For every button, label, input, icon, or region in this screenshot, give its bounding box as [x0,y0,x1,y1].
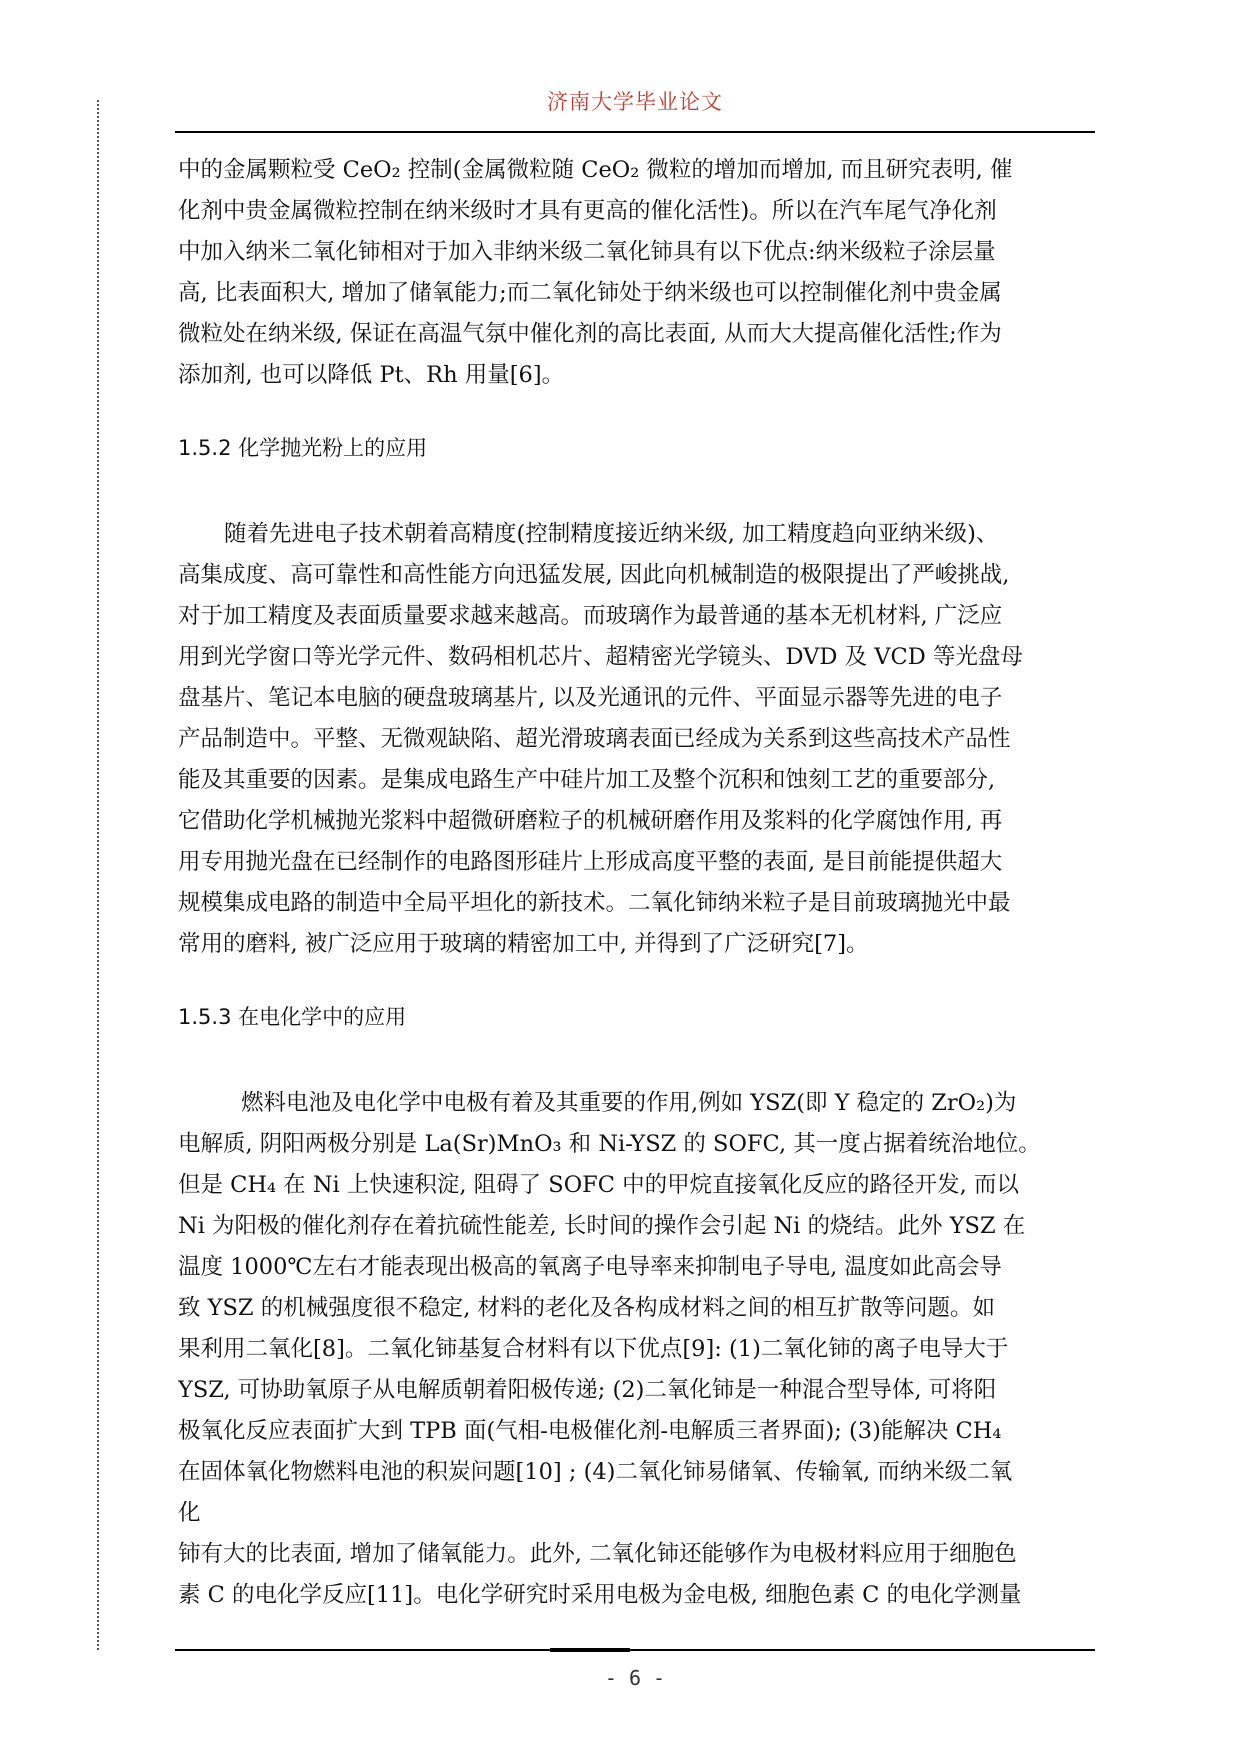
paragraph-catalyst [178,150,1098,396]
text-line: 中的金属颗粒受 CeO₂ 控制(金属微粒随 CeO₂ 微粒的增加而增加, 而且研究表明, 催 [178,157,1013,183]
text-line: 铈有大的比表面, 增加了储氧能力。此外, 二氧化铈还能够作为电极材料应用于细胞色 [178,1541,1017,1567]
text-line: 但是 CH₄ 在 Ni 上快速积淀, 阻碍了 SOFC 中的甲烷直接氧化反应的路径开发, 而以 [178,1172,1019,1198]
text-line: 它借助化学机械抛光浆料中超微研磨粒子的机械研磨作用及浆料的化学腐蚀作用, 再 [178,808,1003,834]
text-line: 添加剂, 也可以降低 Pt、Rh 用量[6]。 [178,362,565,388]
text-line: 能及其重要的因素。是集成电路生产中硅片加工及整个沉积和蚀刻工艺的重要部分, [178,767,996,793]
text-line: Ni 为阳极的催化剂存在着抗硫性能差, 长时间的操作会引起 Ni 的烧结。此外 YSZ 在 [178,1213,1026,1239]
footer-rule-accent [550,1648,630,1652]
text-line: 盘基片、笔记本电脑的硬盘玻璃基片, 以及光通讯的元件、平面显示器等先进的电子 [178,685,1003,711]
paragraph-electrochemistry [178,1083,1098,1616]
text-line: 致 YSZ 的机械强度很不稳定, 材料的老化及各构成材料之间的相互扩散等问题。如 [178,1295,996,1321]
text-line: 素 C 的电化学反应[11]。电化学研究时采用电极为金电极, 细胞色素 C 的电化学测量 [178,1582,1022,1608]
section-heading-1-5-3: 1.5.3 在电化学中的应用 [178,1005,407,1029]
text-line: 产品制造中。平整、无微观缺陷、超光滑玻璃表面已经成为关系到这些高技术产品性 [178,726,1011,752]
text-line: 电解质, 阴阳两极分别是 La(Sr)MnO₃ 和 Ni-YSZ 的 SOFC, 其一度占据着统治地位。 [178,1131,1041,1157]
text-line: 果利用二氧化[8]。二氧化铈基复合材料有以下优点[9]: (1)二氧化铈的离子电导大于 [178,1336,1009,1362]
page-body [178,150,1098,1616]
text-line: 微粒处在纳米级, 保证在高温气氛中催化剂的高比表面, 从而大大提高催化活性;作为 [178,321,1002,347]
text-line: 随着先进电子技术朝着高精度(控制精度接近纳米级, 加工精度趋向亚纳米级)、 [224,521,999,547]
page-number: - 6 - [604,1666,666,1690]
text-line: YSZ, 可协助氧原子从电解质朝着阳极传递; (2)二氧化铈是一种混合型导体, 可将阳 [178,1377,997,1403]
text-line: 化剂中贵金属微粒控制在纳米级时才具有更高的催化活性)。所以在汽车尾气净化剂 [178,198,997,224]
text-line: 常用的磨料, 被广泛应用于玻璃的精密加工中, 并得到了广泛研究[7]。 [178,931,869,957]
text-line: 中加入纳米二氧化铈相对于加入非纳米级二氧化铈具有以下优点:纳米级粒子涂层量 [178,239,996,265]
text-line: 温度 1000℃左右才能表现出极高的氧离子电导率来抑制电子导电, 温度如此高会导 [178,1254,1002,1280]
binding-margin-line [97,100,99,1650]
text-line: 对于加工精度及表面质量要求越来越高。而玻璃作为最普通的基本无机材料, 广泛应 [178,603,1003,629]
footer-rule [175,1649,1095,1651]
text-line: 用到光学窗口等光学元件、数码相机芯片、超精密光学镜头、DVD 及 VCD 等光盘母 [178,644,1023,670]
text-line: 极氧化反应表面扩大到 TPB 面(气相-电极催化剂-电解质三者界面); (3)能解决 CH₄ [178,1418,1002,1444]
section-heading-1-5-2: 1.5.2 化学抛光粉上的应用 [178,436,428,460]
header-rule [175,131,1095,133]
text-line: 高, 比表面积大, 增加了储氧能力;而二氧化铈处于纳米级也可以控制催化剂中贵金属 [178,280,1002,306]
text-line: 高集成度、高可靠性和高性能方向迅猛发展, 因此向机械制造的极限提出了严峻挑战, [178,562,1010,588]
text-line: 在固体氧化物燃料电池的积炭问题[10] ; (4)二氧化铈易储氧、传输氧, 而纳米级二氧 [178,1459,1013,1485]
text-line: 燃料电池及电化学中电极有着及其重要的作用,例如 YSZ(即 Y 稳定的 ZrO₂)为 [241,1090,1017,1116]
text-line: 用专用抛光盘在已经制作的电路图形硅片上形成高度平整的表面, 是目前能提供超大 [178,849,1003,875]
text-line: 化 [178,1500,201,1526]
text-line: 规模集成电路的制造中全局平坦化的新技术。二氧化铈纳米粒子是目前玻璃抛光中最 [178,890,1011,916]
paragraph-polishing [178,514,1098,965]
running-header-title: 济南大学毕业论文 [547,90,723,114]
